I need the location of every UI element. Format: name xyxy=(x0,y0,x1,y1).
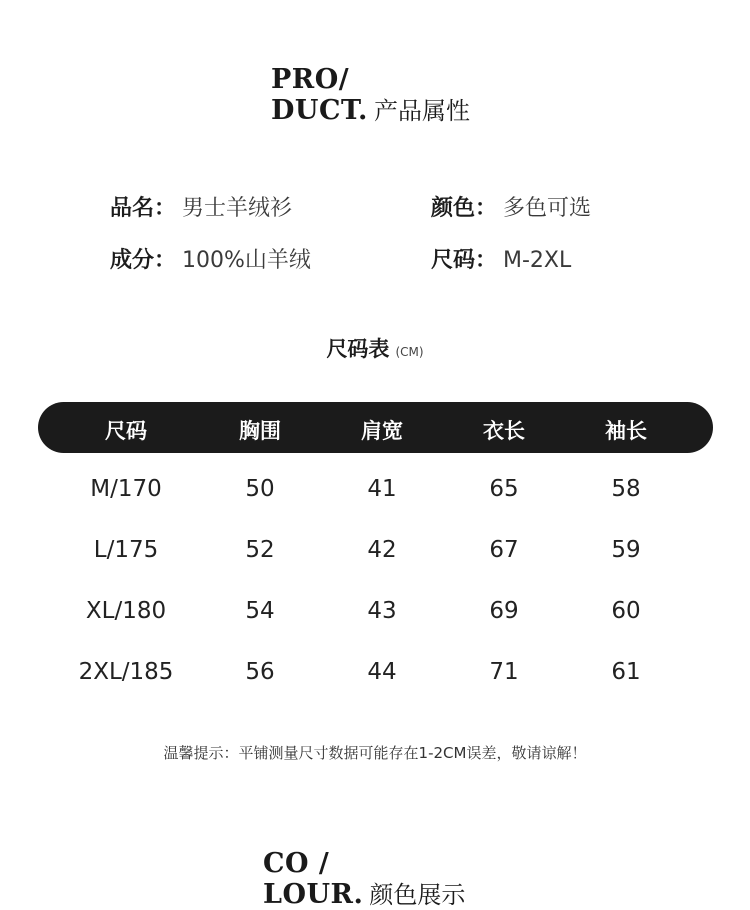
colour-heading-zh: 颜色展示 xyxy=(369,881,466,909)
attribute-name xyxy=(110,191,292,222)
table-cell: 2XL/185 xyxy=(78,659,174,685)
attribute-key: 成分： xyxy=(110,248,177,273)
table-cell: 54 xyxy=(245,598,275,624)
table-cell: 60 xyxy=(611,598,641,624)
table-cell: 58 xyxy=(611,476,641,502)
attribute-value: M-2XL xyxy=(503,248,572,273)
size-table-unit: (CM) xyxy=(395,345,424,359)
table-cell: XL/180 xyxy=(85,598,167,624)
table-cell: 44 xyxy=(367,659,397,685)
product-heading-zh: 产品属性 xyxy=(373,97,470,125)
table-cell: 41 xyxy=(367,476,397,502)
table-cell: 43 xyxy=(367,598,397,624)
table-cell: L/175 xyxy=(93,537,159,563)
header-cell-sleeve: 袖长 xyxy=(605,419,647,443)
product-heading-en-line1: PRO/ xyxy=(271,64,350,95)
table-cell: 52 xyxy=(245,537,275,563)
table-cell: 61 xyxy=(611,659,641,685)
table-cell: 67 xyxy=(489,537,519,563)
table-cell: M/170 xyxy=(90,476,162,502)
size-table-header xyxy=(38,402,713,453)
colour-heading-en-line1: CO / xyxy=(263,848,330,879)
table-cell: 65 xyxy=(489,476,519,502)
header-cell-length: 衣长 xyxy=(483,419,525,443)
attribute-material xyxy=(110,243,311,274)
measurement-note: 温馨提示：平铺测量尺寸数据可能存在1-2CM误差，敬请谅解！ xyxy=(163,744,587,762)
table-cell: 56 xyxy=(245,659,275,685)
attribute-key: 品名： xyxy=(110,196,177,221)
attribute-value: 100%山羊绒 xyxy=(182,248,311,273)
colour-heading xyxy=(263,850,465,908)
table-cell: 69 xyxy=(489,598,519,624)
size-table-title-text: 尺码表 xyxy=(326,337,390,361)
colour-heading-en-line2: LOUR. xyxy=(263,879,364,910)
table-row xyxy=(38,532,713,572)
table-cell: 50 xyxy=(245,476,275,502)
product-heading xyxy=(271,66,470,124)
header-cell-size: 尺码 xyxy=(105,419,147,443)
table-row xyxy=(38,654,713,694)
table-row xyxy=(38,593,713,633)
attribute-key: 尺码： xyxy=(431,248,498,273)
attribute-color xyxy=(431,191,591,222)
table-cell: 42 xyxy=(367,537,397,563)
header-cell-chest: 胸围 xyxy=(239,419,281,443)
attribute-value: 男士羊绒衫 xyxy=(182,196,293,221)
attribute-value: 多色可选 xyxy=(503,196,592,221)
attribute-size xyxy=(431,243,571,274)
table-row xyxy=(38,471,713,511)
attribute-key: 颜色： xyxy=(431,196,498,221)
size-table-title xyxy=(0,333,750,363)
table-cell: 71 xyxy=(489,659,519,685)
header-cell-shoulder: 肩宽 xyxy=(361,419,403,443)
table-cell: 59 xyxy=(611,537,641,563)
product-heading-en-line2: DUCT. xyxy=(271,95,368,126)
